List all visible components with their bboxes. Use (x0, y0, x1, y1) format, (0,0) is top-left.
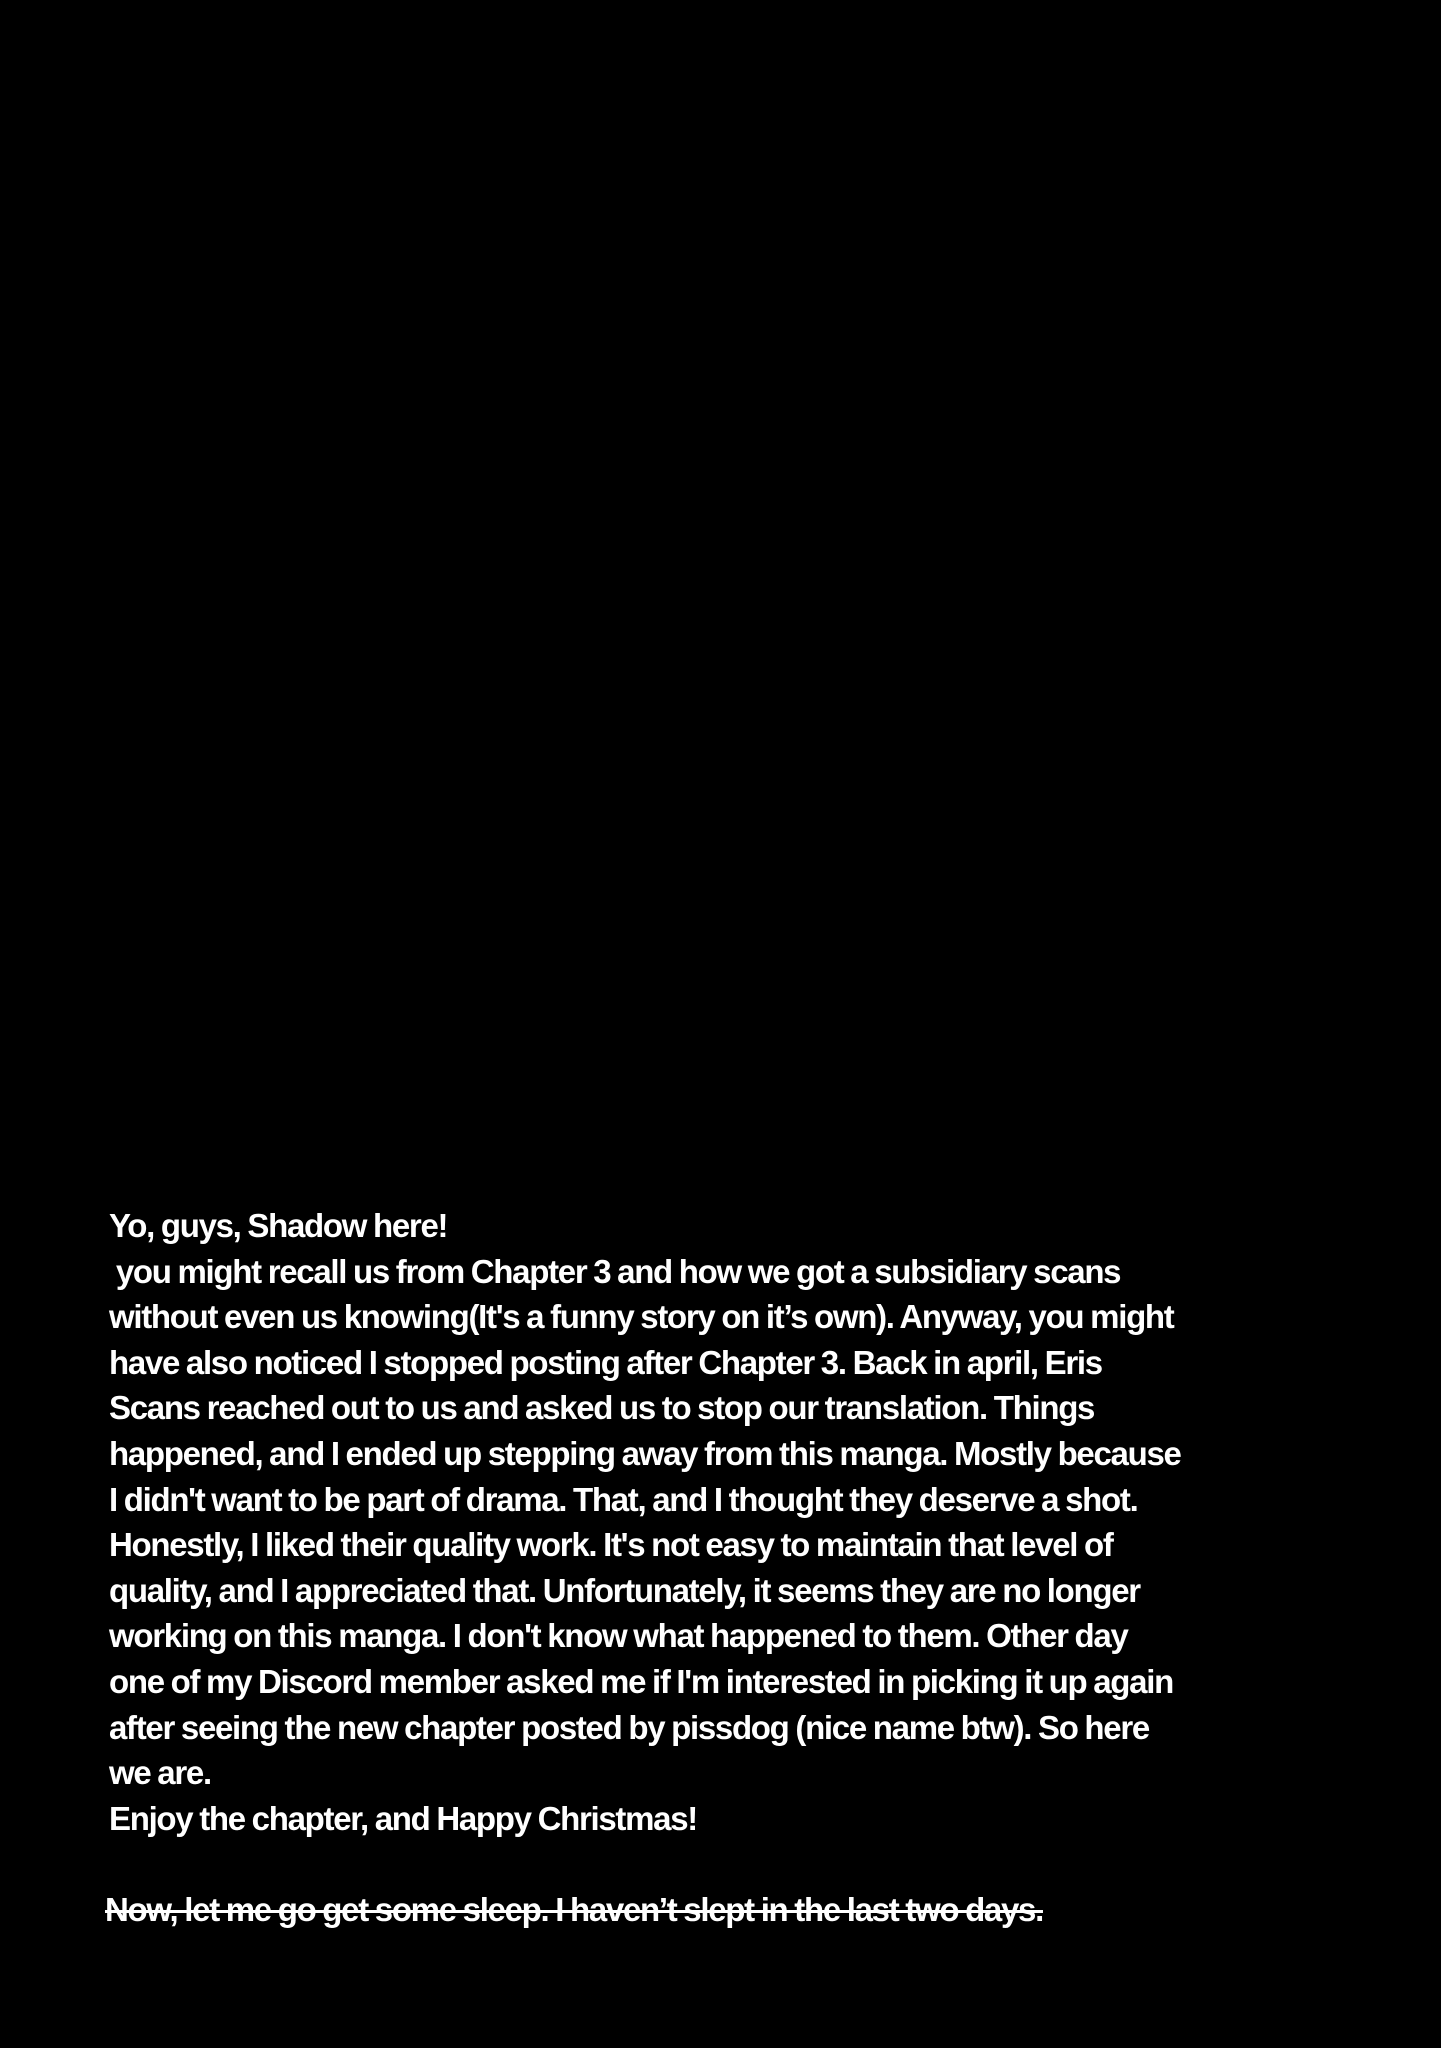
note-line-13: we are. (109, 1754, 211, 1792)
note-line-2: you might recall us from Chapter 3 and how we got a subsidiary scans (109, 1252, 1121, 1290)
note-line-4: have also noticed I stopped posting after Chapter 3. Back in april, Eris (109, 1343, 1102, 1381)
strikethrough-line: Now, let me go get some sleep. I haven’t slept in the last two days. (105, 1890, 1043, 1928)
note-line-9: quality, and I appreciated that. Unfortunately, it seems they are no longer (109, 1571, 1140, 1609)
note-line-14: Enjoy the chapter, and Happy Christmas! (109, 1799, 697, 1837)
note-line-12: after seeing the new chapter posted by pissdog (nice name btw). So here (109, 1708, 1149, 1746)
translator-note (105, 1203, 1349, 1933)
note-line-10: working on this manga. I don't know what happened to them. Other day (109, 1617, 1128, 1655)
note-line-5: Scans reached out to us and asked us to stop our translation. Things (109, 1389, 1095, 1427)
note-line-11: one of my Discord member asked me if I'm interested in picking it up again (109, 1662, 1173, 1700)
paragraph-gap (109, 1841, 1349, 1887)
note-line-1: Yo, guys, Shadow here! (109, 1207, 448, 1244)
note-line-8: Honestly, I liked their quality work. It's not easy to maintain that level of (109, 1526, 1113, 1564)
note-line-3: without even us knowing(It's a funny story on it’s own). Anyway, you might (109, 1298, 1174, 1336)
note-line-7: I didn't want to be part of drama. That, and I thought they deserve a shot. (109, 1480, 1138, 1518)
note-line-6: happened, and I ended up stepping away from this manga. Mostly because (109, 1434, 1181, 1472)
